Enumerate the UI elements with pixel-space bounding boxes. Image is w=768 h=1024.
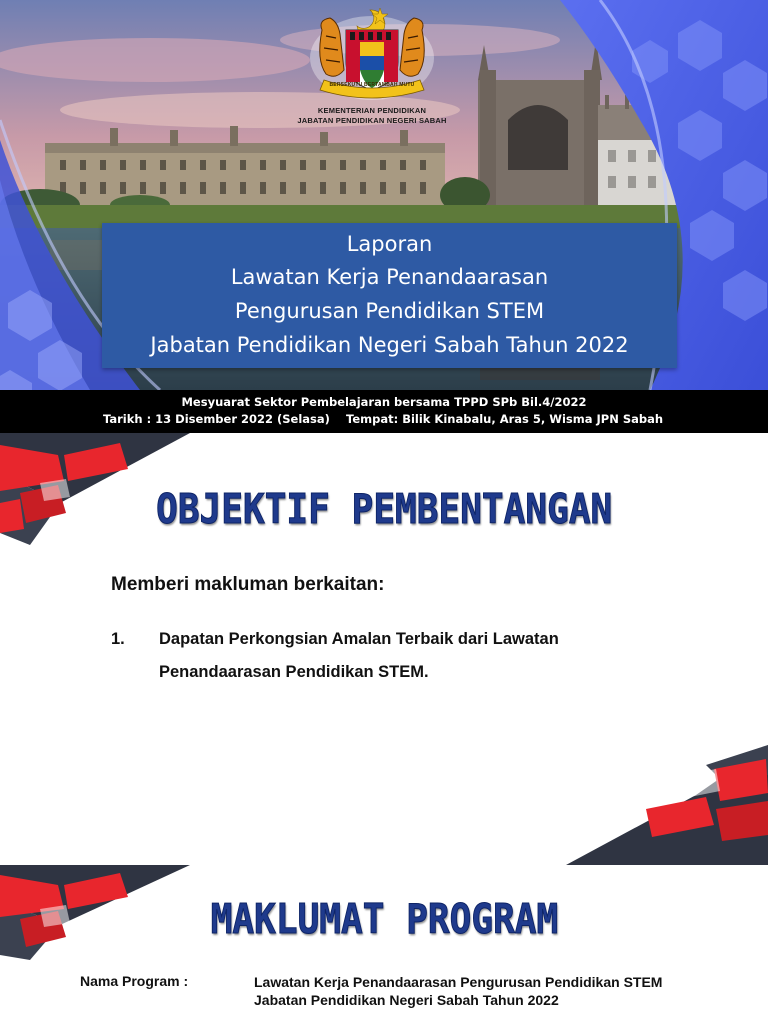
objective-item-text: Dapatan Perkongsian Amalan Terbaik dari Lawatan Penandaarasan Pendidikan STEM.: [159, 630, 559, 681]
crest-motto-text: BERSEKUTU BERTAMBAH MUTU: [329, 82, 415, 88]
objective-slide: [0, 433, 768, 865]
program-info-slide: [0, 865, 768, 1024]
program-name-line-1: Lawatan Kerja Penandaarasan Pengurusan Pendidikan STEM: [254, 974, 663, 990]
title-line-1: Laporan: [346, 232, 433, 256]
title-line-2: Lawatan Kerja Penandaarasan: [230, 265, 549, 289]
title-line-3: Pengurusan Pendidikan STEM: [234, 299, 545, 323]
program-heading-text: MAKLUMAT PROGRAM: [210, 895, 558, 943]
meeting-info-bar: [0, 390, 768, 433]
program-heading: [0, 895, 768, 943]
program-name-label: Nama Program :: [80, 973, 189, 989]
objective-item-number: 1.: [111, 630, 125, 648]
objective-lead-text: Memberi makluman berkaitan:: [111, 574, 385, 595]
report-title-box: [102, 223, 677, 368]
corner-decoration-bottom-right: [566, 745, 768, 865]
objective-heading: [0, 485, 768, 533]
program-name-line-2: Jabatan Pendidikan Negeri Sabah Tahun 2022: [254, 992, 559, 1008]
cover-slide: [0, 0, 768, 433]
ministry-name: KEMENTERIAN PENDIDIKAN: [317, 106, 427, 115]
meeting-venue: Tempat: Bilik Kinabalu, Aras 5, Wisma JPN Sabah: [346, 412, 664, 426]
title-line-4: Jabatan Pendidikan Negeri Sabah Tahun 2022: [150, 333, 629, 357]
objective-heading-text: OBJEKTIF PEMBENTANGAN: [155, 485, 613, 533]
meeting-date: Tarikh : 13 Disember 2022 (Selasa): [103, 412, 330, 426]
meeting-title: Mesyuarat Sektor Pembelajaran bersama TPPD SPb Bil.4/2022: [181, 395, 587, 409]
program-name-value: [254, 973, 662, 1009]
department-name: JABATAN PENDIDIKAN NEGERI SABAH: [297, 116, 447, 125]
